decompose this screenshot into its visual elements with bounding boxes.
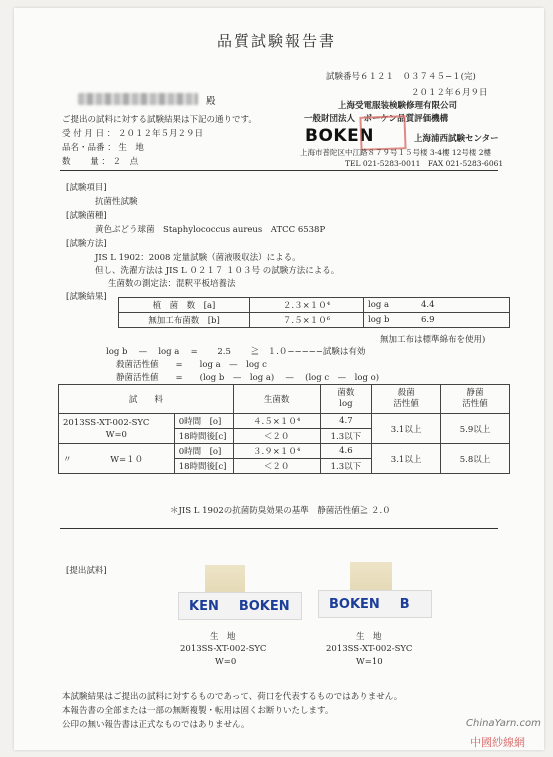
inoc-value: ２.３×１０⁴: [250, 298, 364, 313]
fabric-swatch-1: [178, 592, 302, 620]
submitted-label: [提出試料]: [66, 566, 107, 576]
table-header-row: [59, 385, 510, 414]
method-line1: JIS L 1902：2008 定量試験（菌液吸収法）による。: [95, 253, 301, 263]
bactericidal-cell: 3.1以上: [372, 444, 441, 474]
bacteria-label: [試験菌種]: [66, 211, 107, 221]
sample-name-cell: [59, 444, 175, 474]
test-item-label: [試験項目]: [66, 183, 107, 193]
footer-line2: 本報告書の全部または一部の無断複製・転用は固くお断りいたします。: [62, 706, 334, 716]
method-line2: 但し、洗濯方法は JIS L ０２１７ １０３号 の試験方法による。: [95, 266, 340, 276]
log-cell: 4.7: [320, 414, 371, 429]
inoc-log-value: 6.9: [417, 313, 510, 328]
issuer-branch: 上海浦西試験センター: [414, 134, 499, 144]
tape-left: [205, 565, 245, 595]
header-count: 生菌数: [233, 385, 320, 414]
swatch-print: B: [399, 596, 410, 612]
swatch-print: BOKEN: [238, 598, 290, 614]
table-row: [119, 313, 510, 328]
inoculum-note: 無加工布は標準綿布を使用): [380, 335, 486, 345]
boken-logo: BOKEN: [305, 126, 374, 146]
issuer-address: 上海市普陀区中江路８７９号１５号楼 3-4樓 12号楼 2樓: [300, 148, 492, 157]
swatch-print: BOKEN: [329, 596, 380, 612]
issuer-line2: 一般財団法人 ボーケン品質評価機構: [304, 114, 449, 124]
inoc-log-label: log a: [364, 298, 418, 313]
item-name: 品名・品番 ： 生 地: [62, 143, 144, 153]
redacted-addressee: [78, 93, 198, 105]
result-label: [試験結果]: [66, 292, 107, 302]
method-label: [試験方法]: [66, 239, 107, 249]
issuer-tel: TEL 021-5283-0011 FAX 021-5283-6061: [345, 159, 504, 168]
addressee-suffix: 殿: [206, 96, 216, 107]
sample-name: 〃: [63, 454, 72, 465]
inoc-log-label: log b: [364, 313, 418, 328]
inoc-label: 無加工布菌数 [b]: [119, 313, 250, 328]
tape-right: [350, 562, 392, 592]
swatch-1-caption: 生 地: [210, 632, 236, 642]
watermark-text: ChinaYarn.com: [466, 718, 541, 729]
sample-sub: W=１０: [110, 454, 144, 465]
log-cell: 1.3以下: [320, 429, 371, 444]
results-table: [58, 384, 510, 474]
issuer-line1: 上海受電服装検験修理有限公司: [338, 101, 458, 111]
header-sample: 試 料: [59, 385, 234, 414]
official-stamp: [359, 115, 406, 151]
watermark-logo: 中國紗線網: [470, 736, 525, 749]
bacteriostatic-formula: 静菌活性値 = (log b — log a) — (log c — log o): [116, 373, 380, 383]
standard-note: ＊JIS L 1902の抗菌防臭効果の基準 静菌活性値≧ ２.０: [170, 506, 391, 516]
swatch-1-code: 2013SS-XT-002-SYC: [180, 644, 267, 654]
bactericidal-formula: 殺菌活性値 = log a — log c: [116, 360, 267, 370]
swatch-2-code: 2013SS-XT-002-SYC: [326, 644, 413, 654]
inoc-value: ７.５×１０⁶: [250, 313, 364, 328]
sample-name-cell: [59, 414, 175, 444]
time-cell: 0時間 [o]: [174, 444, 233, 459]
intro-text: ご提出の試料に対する試験結果は下記の通りです。: [62, 115, 257, 125]
time-cell: 0時間 [o]: [174, 414, 233, 429]
log-cell: 1.3以下: [320, 459, 371, 474]
swatch-1-wash: W=0: [215, 657, 237, 667]
inoculum-table: [118, 297, 510, 328]
time-cell: 18時間後[c]: [174, 459, 233, 474]
divider-top: [60, 170, 498, 171]
time-cell: 18時間後[c]: [174, 429, 233, 444]
bacteria: 黄色ぶどう球菌 Staphylococcus aureus ATCC 6538P: [95, 225, 326, 235]
sample-name: 2013SS-XT-002-SYC: [63, 417, 150, 428]
log-cell: 4.6: [320, 444, 371, 459]
table-row: [59, 444, 510, 459]
count-cell: ＜２０: [233, 459, 320, 474]
method-line3: 生菌数の測定法：混釈平板培養法: [108, 279, 236, 289]
bactericidal-cell: 3.1以上: [372, 414, 441, 444]
count-cell: ４.５×１０⁴: [233, 414, 320, 429]
header-log: 菌数 log: [320, 385, 371, 414]
swatch-2-wash: W=10: [356, 657, 383, 667]
table-row: [59, 414, 510, 429]
swatch-print: KEN: [189, 598, 219, 614]
fabric-swatch-2: [318, 590, 432, 618]
count-cell: ＜２０: [233, 429, 320, 444]
report-number: 試験番号６１２１ ０３７４５−１(完): [326, 72, 476, 82]
bacteriostatic-cell: 5.9以上: [441, 414, 510, 444]
table-row: [119, 298, 510, 313]
bacteriostatic-cell: 5.8以上: [441, 444, 510, 474]
report-title: 品質試験報告書: [216, 32, 336, 50]
received-date: 受 付 月 日 ： ２０１２年５月２９日: [62, 129, 204, 139]
footer-line3: 公印の無い報告書は正式なものではありません。: [62, 720, 250, 730]
validity-formula: log b — log a = 2.5 ≧ １.０−−−−−試験は有効: [106, 347, 366, 357]
issue-date: ２０１２年６月９日: [411, 88, 488, 98]
sample-sub: W=0: [105, 429, 127, 440]
divider-middle: [60, 528, 498, 529]
inoc-log-value: 4.4: [417, 298, 510, 313]
header-bactericidal: 殺菌 活性値: [372, 385, 441, 414]
count-cell: ３.９×１０⁴: [233, 444, 320, 459]
footer-line1: 本試験結果はご提出の試料に対するものであって、荷口を代表するものではありません。: [62, 692, 403, 702]
quantity: 数 量 ： ２ 点: [62, 157, 139, 167]
inoc-label: 植 菌 数 [a]: [119, 298, 250, 313]
header-bacteriostatic: 静菌 活性値: [441, 385, 510, 414]
swatch-2-caption: 生 地: [356, 632, 382, 642]
test-item: 抗菌性試験: [95, 197, 138, 207]
